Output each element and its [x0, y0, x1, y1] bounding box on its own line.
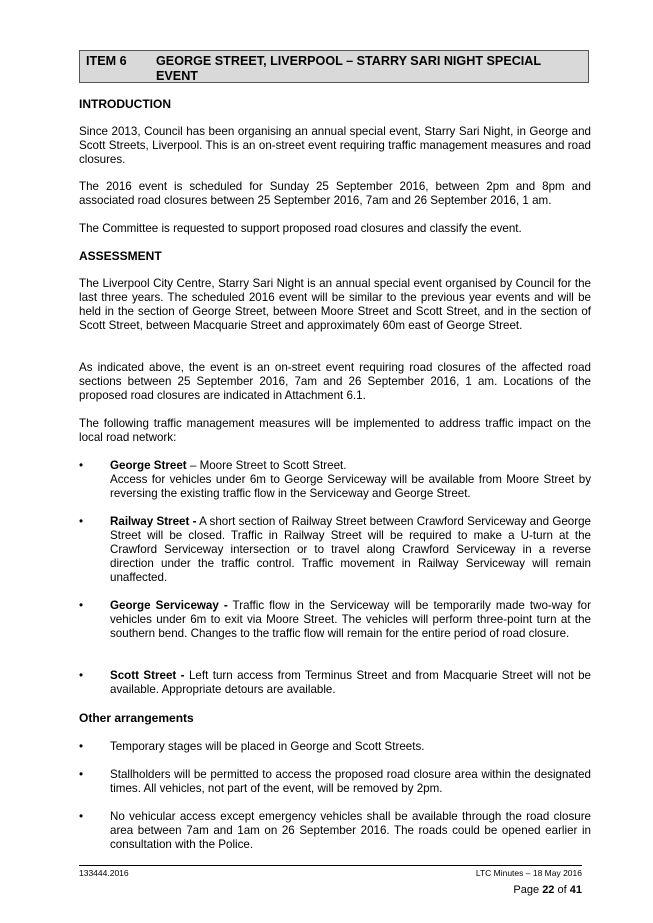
bullet-icon: •: [79, 459, 84, 472]
measure-text: Traffic flow in the Serviceway will be temporarily made two-way for vehicles under 6m to exit via Moore Street. The vehicles will perform three-point turn at the southern bend. Changes to the traffic flow will remain for the entire period of road closure.: [110, 599, 591, 640]
intro-paragraph-2: The 2016 event is scheduled for Sunday 25 September 2016, between 2pm and 8pm and associated road closures between 25 September 2016, 7am and 26 September 2016, 1 am.: [79, 180, 591, 207]
assessment-paragraph-1: The Liverpool City Centre, Starry Sari Night is an annual special event organised by Council for the last three years. The scheduled 2016 event will be similar to the previous year events and will be held in the section of George Street, between Moore Street and Scott Street, and in the section of Scott Street, between Macquarie Street and approximately 60m east of George Street.: [79, 277, 591, 332]
measure-george-street: [110, 459, 591, 501]
bullet-icon: •: [79, 740, 84, 753]
measure-label: George Serviceway -: [110, 599, 228, 612]
item-header-box: [79, 50, 589, 83]
bullet-icon: •: [79, 599, 84, 612]
page-number: [513, 884, 582, 897]
item-title: GEORGE STREET, LIVERPOOL – STARRY SARI NIGHT SPECIAL EVENT: [156, 54, 541, 83]
bullet-icon: •: [79, 515, 84, 528]
measure-label: Railway Street -: [110, 515, 197, 528]
intro-paragraph-3: The Committee is requested to support proposed road closures and classify the event.: [79, 222, 522, 235]
other-item-stages: Temporary stages will be placed in George and Scott Streets.: [110, 740, 425, 753]
measure-text: A short section of Railway Street between Crawford Serviceway and George Street will be closed. Traffic in Railway Street will be required to make a U-turn at the Crawford Serviceway intersection or to travel along Crawford Serviceway in a reverse direction under the traffic control. Traffic movement in Railway Serviceway will remain unaffected.: [110, 515, 591, 584]
bullet-icon: •: [79, 669, 84, 682]
measure-label: George Street: [110, 459, 187, 472]
assessment-paragraph-2: As indicated above, the event is an on-street event requiring road closures of the affected road sections between 25 September 2016, 7am and 26 September 2016, 1 am. Locations of the proposed road closures are indicated in Attachment 6.1.: [79, 361, 591, 402]
page-word: Page: [513, 884, 540, 896]
page-of: of: [557, 884, 567, 896]
measure-scott-street: [110, 669, 591, 697]
intro-paragraph-1: Since 2013, Council has been organising an annual special event, Starry Sari Night, in George and Scott Streets, Liverpool. This is an on-street event requiring traffic management measures and road closures.: [79, 125, 591, 166]
measure-text: Left turn access from Terminus Street and from Macquarie Street will not be available. Appropriate detours are available.: [110, 669, 591, 696]
footer-minutes: LTC Minutes – 18 May 2016: [475, 868, 582, 878]
assessment-heading: ASSESSMENT: [79, 249, 162, 263]
footer-doc-number: 133444.2016: [79, 868, 129, 878]
measure-label: Scott Street -: [110, 669, 185, 682]
page-current: 22: [542, 884, 555, 896]
introduction-heading: INTRODUCTION: [79, 97, 171, 111]
other-arrangements-heading: Other arrangements: [79, 711, 194, 725]
page-total: 41: [569, 884, 582, 896]
item-number: ITEM 6: [86, 54, 127, 68]
bullet-icon: •: [79, 768, 84, 781]
other-item-stallholders: Stallholders will be permitted to access the proposed road closure area within the designated times. All vehicles, not part of the event, will be removed by 2pm.: [110, 768, 591, 795]
other-item-no-vehicular-access: No vehicular access except emergency vehicles shall be available through the road closure area between 7am and 1am on 26 September 2016. The roads could be opened earlier in consultation with the Police.: [110, 810, 591, 851]
measure-george-serviceway: [110, 599, 591, 641]
assessment-paragraph-3: The following traffic management measures will be implemented to address traffic impact on the local road network:: [79, 417, 591, 444]
measure-text-2: Access for vehicles under 6m to George Serviceway will be available from Moore Street by reversing the existing traffic flow in the Serviceway and George Street.: [110, 473, 591, 500]
measure-text: – Moore Street to Scott Street.: [186, 459, 347, 472]
measure-railway-street: [110, 515, 591, 585]
bullet-icon: •: [79, 810, 84, 823]
footer-divider: [79, 865, 582, 866]
